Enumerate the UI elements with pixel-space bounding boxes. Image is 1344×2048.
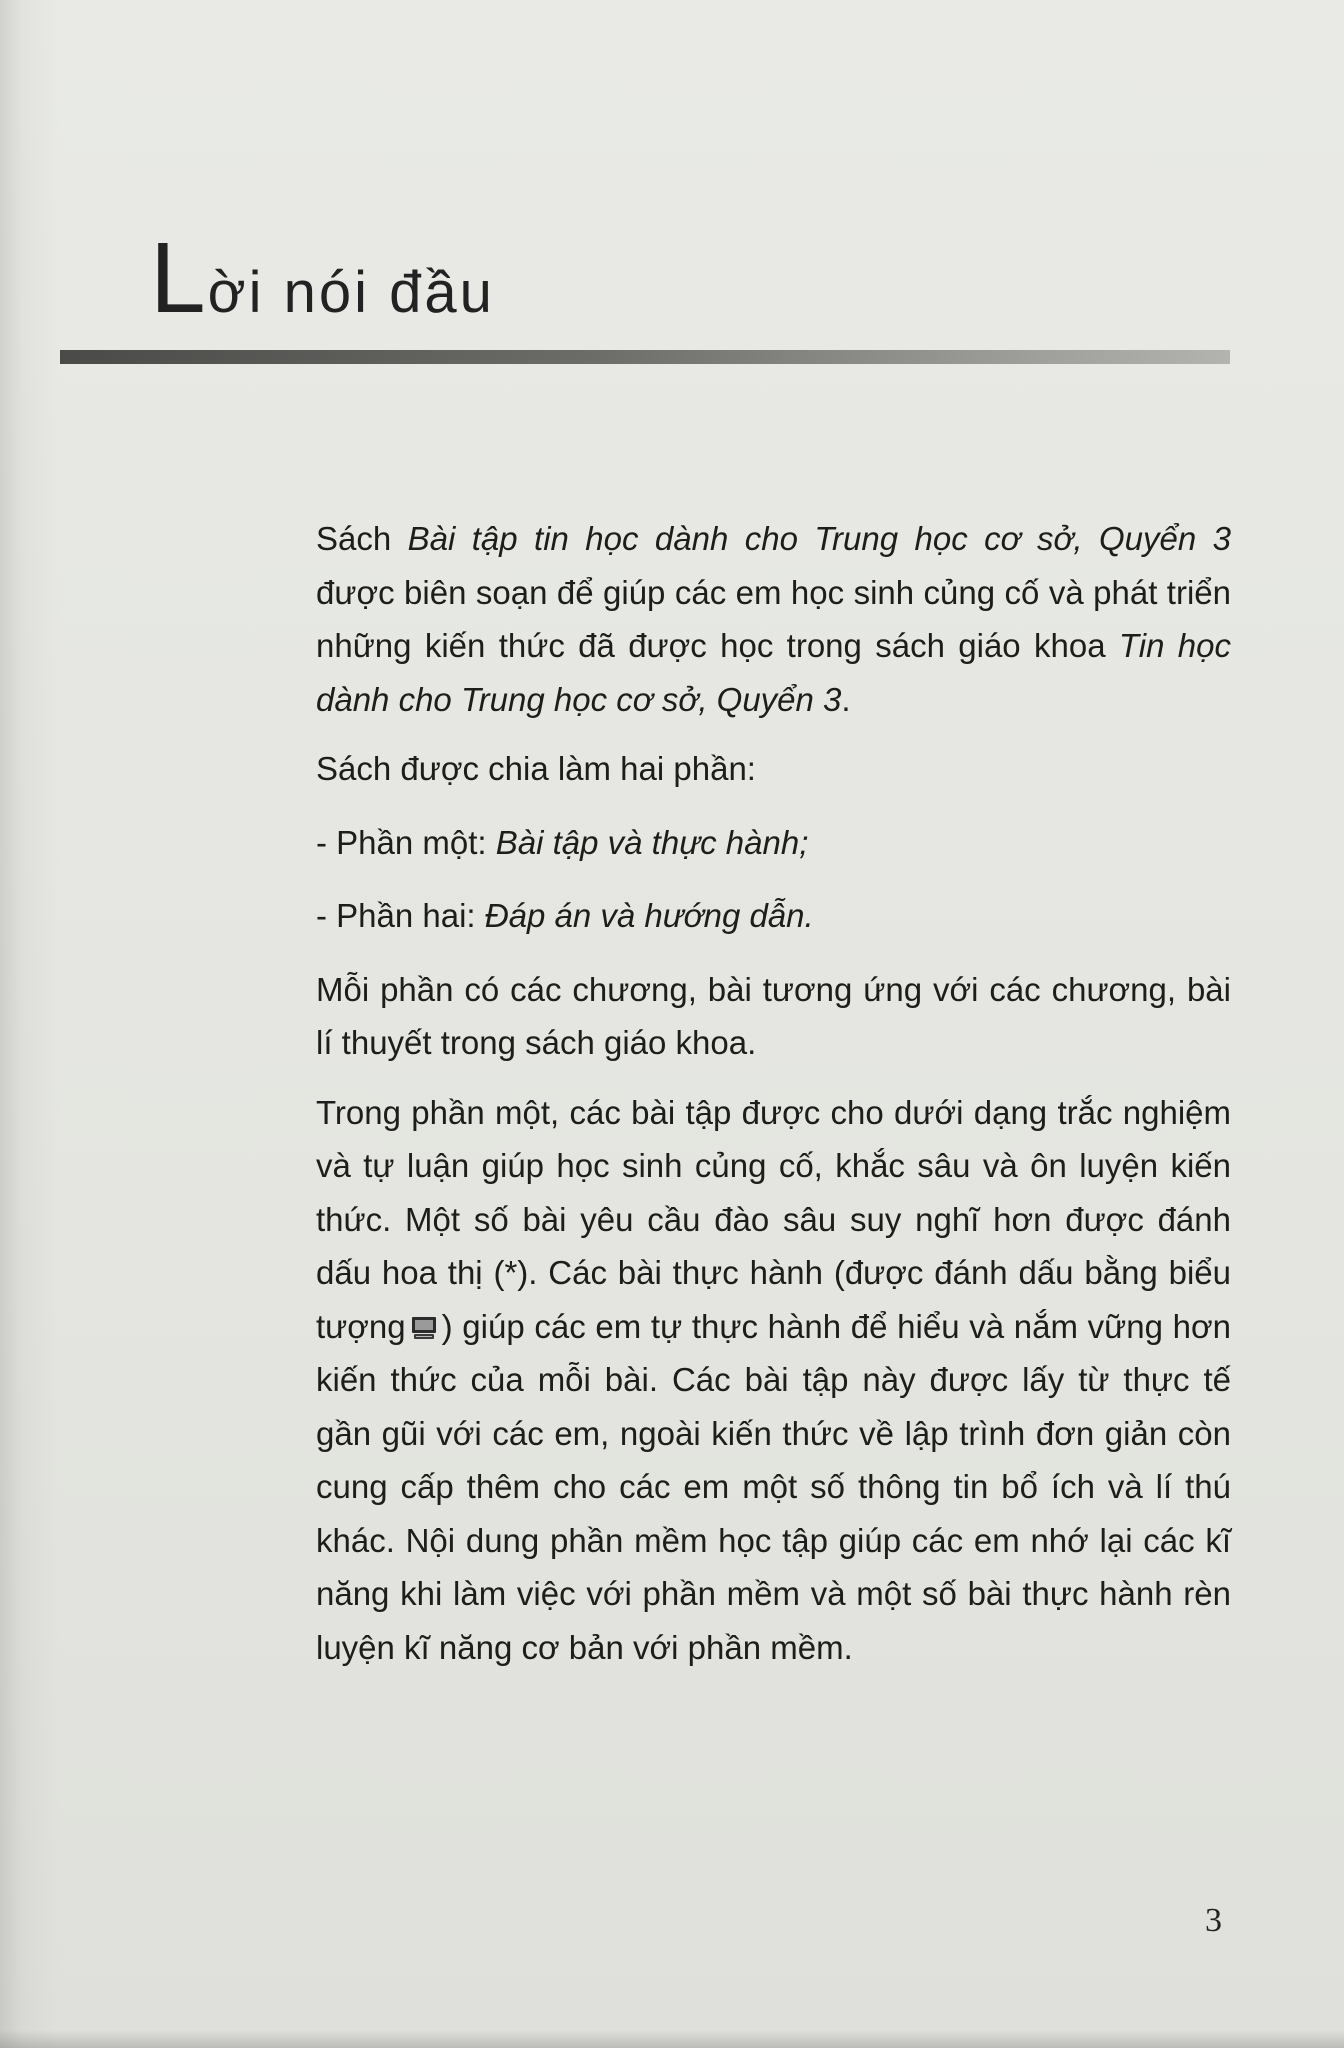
page-number: 3 [1205, 1902, 1222, 1939]
text: ) giúp các em tự thực hành để hiểu và nắm vững hơn kiến thức của mỗi bài. Các bài tập này được lấy từ thực tế gần gũi với các em, ngoài kiến thức về lập trình đơn giản còn cung cấp thêm cho các em một số thông tin bổ ích và lí thú khác. Nội dung phần mềm học tập giúp các em nhớ lại các kĩ năng khi làm việc với phần mềm và một số bài thực hành rèn luyện kĩ năng cơ bản với phần mềm. [316, 1307, 1231, 1666]
text: Sách [316, 520, 408, 557]
text: - Phần hai: [316, 897, 485, 934]
chapter-title [150, 222, 495, 334]
text: được biên soạn để giúp các em học sinh củng cố và phát triển những kiến thức đã được học trong sách giáo khoa [316, 573, 1231, 664]
list-item-part-two [316, 889, 1231, 943]
textbook-title-italic: Tin học dành cho Trung học cơ sở, Quyển 3 [316, 627, 1231, 718]
title-rest: ời nói đầu [207, 260, 495, 325]
part-one-title: Bài tập và thực hành; [495, 823, 809, 861]
paragraph-parts: Sách được chia làm hai phần: [316, 750, 756, 787]
book-title-italic: Bài tập tin học dành cho Trung học cơ sở, Quyển 3 [407, 520, 1231, 557]
text: - Phần một: [316, 823, 496, 861]
preface-body [316, 512, 1231, 1690]
list-item-part-one [316, 816, 1231, 870]
paragraph-chapters: Mỗi phần có các chương, bài tương ứng với các chương, bài lí thuyết trong sách giáo khoa. [316, 970, 1231, 1061]
paragraph-details [316, 1086, 1231, 1675]
computer-icon [410, 1316, 438, 1340]
part-two-title: Đáp án và hướng dẫn. [484, 897, 814, 934]
title-underline-rule [60, 350, 1230, 364]
text: Trong phần một, các bài tập được cho dưới dạng trắc nghiệm và tự luận giúp học sinh củng cố, khắc sâu và ôn luyện kiến thức. Một số bài yêu cầu đào sâu suy nghĩ hơn được đánh dấu hoa thị (*). Các bài thực hành (được đánh dấu bằng biểu tượng [316, 1093, 1231, 1345]
text: . [841, 680, 851, 718]
paragraph-intro [316, 512, 1231, 726]
title-initial: L [150, 222, 206, 334]
